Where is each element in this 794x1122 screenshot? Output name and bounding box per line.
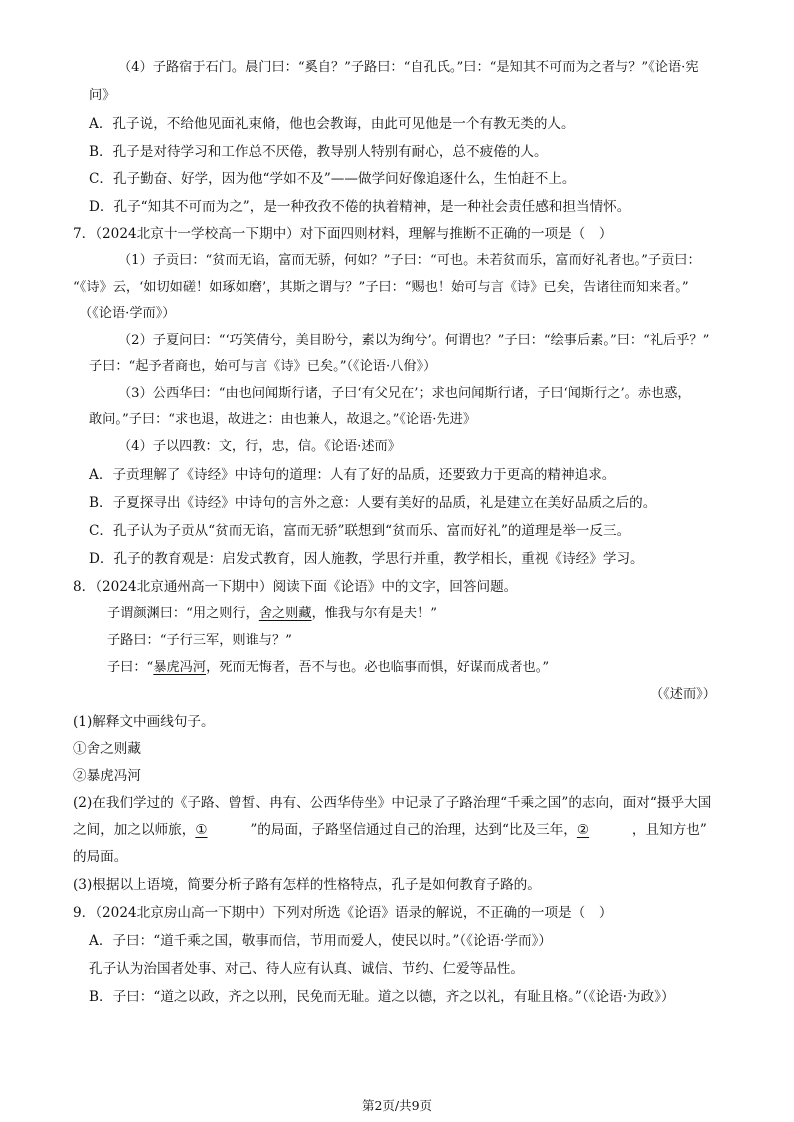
q8-sub2-text-b: ”的局面，子路坚信通过自己的治理，达到“比及三年， xyxy=(250,822,577,838)
q9-option-a-explanation: 孔子认为治国者处事、对己、待人应有认真、诚信、节约、仁爱等品性。 xyxy=(89,961,524,977)
q7-option-d: D．孔子的教育观是：启发式教育，因人施教，学思行并重，教学相长，重视《诗经》学习。 xyxy=(89,551,644,567)
q8-stem: 8．（2024北京通州高一下期中）阅读下面《论语》中的文字，回答问题。 xyxy=(73,579,518,595)
q8-sub-question-2-line-3: 的局面。 xyxy=(73,849,128,865)
q7-material-2-line-2: 子曰：“起予者商也，始可与言《诗》已矣。”（《论语·八佾》） xyxy=(89,359,437,374)
q7-material-1-line-3: （《论语·学而》） xyxy=(79,306,176,321)
q7-option-c: C．孔子认为子贡从“贫而无谄，富而无骄”联想到“贫而乐、富而好礼”的道理是举一反三。 xyxy=(89,523,631,539)
q8-passage-line-1 xyxy=(107,604,437,624)
q7-option-b: B．子夏探寻出《诗经》中诗句的言外之意：人要有美好的品质，礼是建立在美好品质之后的。 xyxy=(89,495,657,511)
page-number-footer: 第2页/共9页 xyxy=(361,1098,433,1113)
q8-passage-1-pre: 子谓颜渊曰：“用之则行， xyxy=(107,606,259,621)
q8-sub-question-2-line-2 xyxy=(73,820,707,840)
q8-sub-question-1-item-a: ①舍之则藏 xyxy=(73,741,141,757)
q8-sub2-text-c: ，且知方也” xyxy=(631,822,707,838)
q6-option-b: B．孔子是对待学习和工作总不厌倦，教导别人特别有耐心，总不疲倦的人。 xyxy=(89,144,548,160)
q9-option-b: B．子曰：“道之以政，齐之以刑，民免而无耻。道之以德，齐之以礼，有耻且格。”（《论语·为政》） xyxy=(89,989,675,1005)
q8-sub-question-3: (3)根据以上语境，简要分析子路有怎样的性格特点，孔子是如何教育子路的。 xyxy=(73,877,541,893)
q8-passage-3-post: ，死而无悔者，吾不与也。必也临事而惧，好谋而成者也。” xyxy=(206,660,550,675)
q6-option-d: D．孔子“知其不可而为之”，是一种孜孜不倦的执着精神，是一种社会责任感和担当情怀。 xyxy=(89,199,631,215)
q8-passage-line-3 xyxy=(107,658,549,678)
q7-material-4: （4）子以四教：文，行，忠，信。《论语·述而》 xyxy=(118,439,401,454)
q8-underlined-phrase-2: 暴虎冯河 xyxy=(153,660,207,675)
q8-passage-3-pre: 子曰：“ xyxy=(107,660,154,675)
q7-material-3-line-1: （3）公西华曰：“由也问闻斯行诸，子曰‘有父兄在’；求也问闻斯行诸，子曰‘闻斯行之’。赤也惑， xyxy=(118,386,691,401)
q8-sub-question-1: (1)解释文中画线句子。 xyxy=(73,714,215,730)
q7-material-3-line-2: 敢问。”子曰：“求也退，故进之：由也兼人，故退之。”《论语·先进》 xyxy=(89,412,477,427)
q8-passage-line-2: 子路曰：“子行三军，则谁与？” xyxy=(107,633,292,648)
q7-material-1-line-1: （1）子贡曰：“贫而无谄，富而无骄，何如？”子曰：“可也。未若贫而乐，富而好礼者也。”子贡曰： xyxy=(118,253,701,268)
q6-option-a: A．孔子说，不给他见面礼束脩，他也会教诲，由此可见他是一个有教无类的人。 xyxy=(89,116,575,132)
q9-stem: 9．（2024北京房山高一下期中）下列对所选《论语》语录的解说，不正确的一项是（ ） xyxy=(73,905,613,921)
q7-material-1-line-2: “《诗》云，‘如切如磋！如琢如磨’，其斯之谓与？”子曰：“赐也！始可与言《诗》已矣，告诸往而知来者。” xyxy=(73,280,689,295)
q8-sub-question-1-item-b: ②暴虎冯河 xyxy=(73,768,141,784)
q7-material-2-line-1: （2）子夏问曰：“‘巧笑倩兮，美目盼兮，素以为绚兮’。何谓也？”子曰：“绘事后素。”曰：“礼后乎？” xyxy=(118,333,710,348)
q8-passage-1-post: ，惟我与尔有是夫！” xyxy=(311,606,437,621)
q8-source: （《述而》） xyxy=(650,687,716,702)
q8-sub-question-2-line-1: (2)在我们学过的《子路、曾皙、冉有、公西华侍坐》中记录了子路治理“千乘之国”的志向，面对“摄乎大国 xyxy=(73,795,712,811)
fill-blank-1[interactable]: ① xyxy=(195,822,208,838)
q6-option-c: C．孔子勤奋、好学，因为他“学如不及”——做学问好像追逐什么，生怕赶不上。 xyxy=(89,171,576,187)
fill-blank-2[interactable]: ② xyxy=(576,822,590,838)
q8-underlined-phrase-1: 舍之则藏 xyxy=(258,606,312,621)
q9-option-a: A．子曰：“道千乘之国，敬事而信，节用而爱人，使民以时。”（《论语·学而》） xyxy=(89,933,553,949)
q7-stem: 7．（2024北京十一学校高一下期中）对下面四则材料，理解与推断不正确的一项是（ ） xyxy=(73,226,613,242)
q8-sub2-text-a: 之间，加之以师旅， xyxy=(73,822,196,838)
q7-option-a: A．子贡理解了《诗经》中诗句的道理：人有了好的品质，还要致力于更高的精神追求。 xyxy=(89,467,616,483)
q6-quote-line-2: 问》 xyxy=(89,88,116,103)
q6-quote-line-1: （4）子路宿于石门。晨门曰：“奚自？”子路曰：“自孔氏。”曰：“是知其不可而为之者与？”《论语·宪 xyxy=(118,60,699,75)
